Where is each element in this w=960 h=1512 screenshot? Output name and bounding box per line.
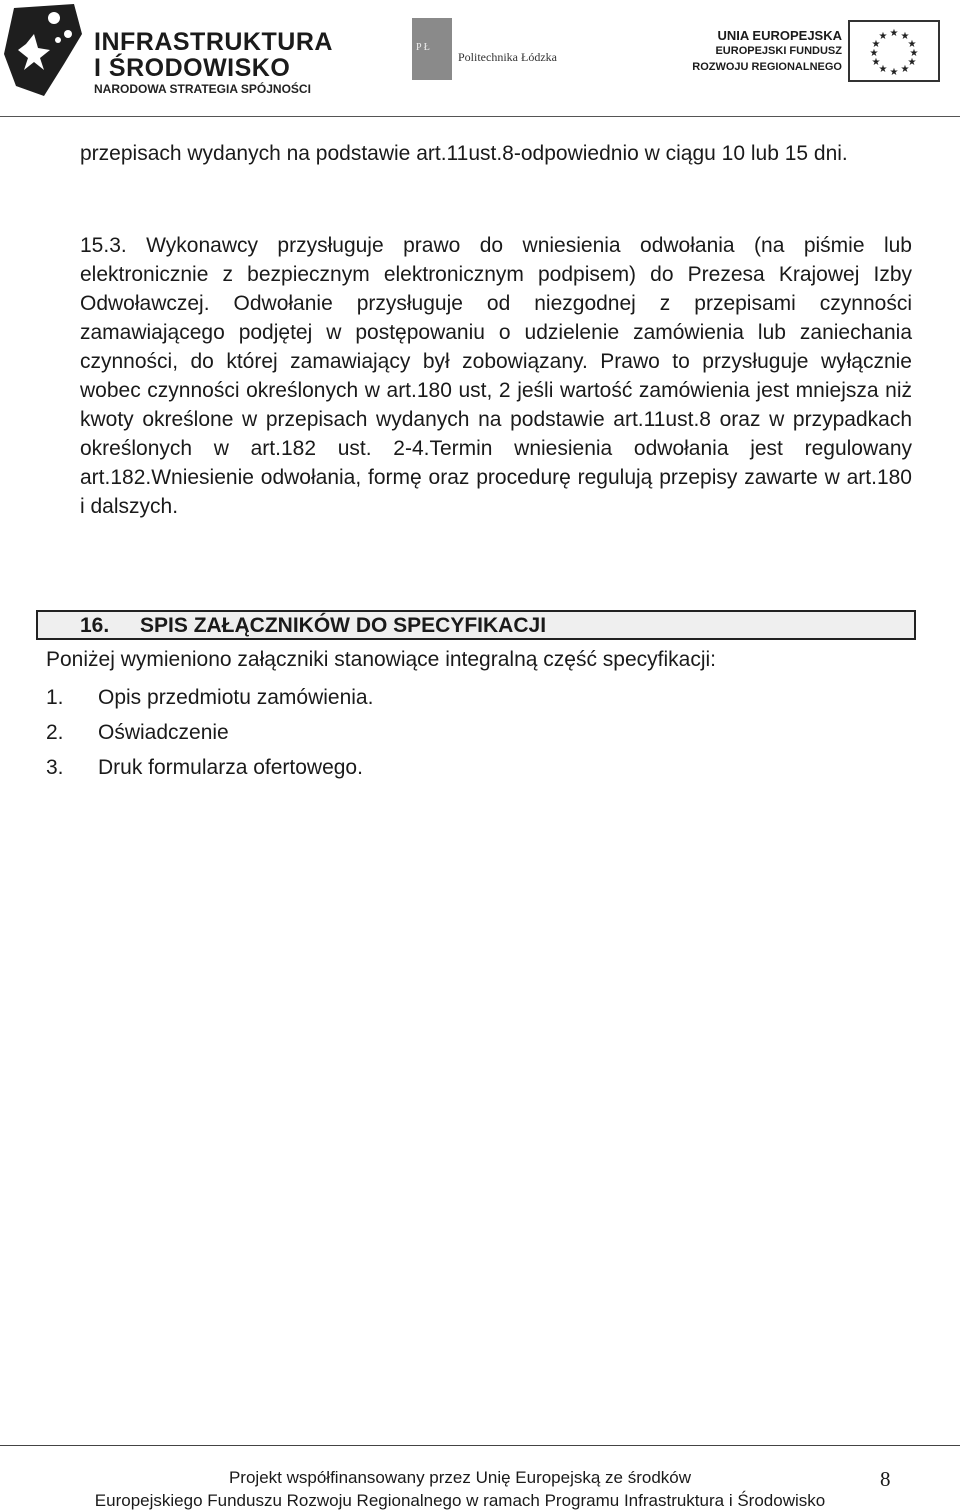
logo-title-line2: I ŚRODOWISKO (94, 54, 291, 82)
paragraph-15-3: 15.3. Wykonawcy przysługuje prawo do wniesienia odwołania (na piśmie lub elektronicznie z bezpiecznym elektronicznym podpisem) do Prezesa Krajowej Izby Odwoławczej. Odwołanie przysługuje od niezgodnej z przepisami czynności zamawiającego podjętej w postępowaniu o udzielenie zamówienia lub zaniechania czynności, do której zamawiający był zobowiązany. Prawo to przysługuje wyłącznie wobec czynności określonych w art.180 ust, 2 jeśli wartość zamówienia jest mniejsza niż kwoty określone w przepisach wydanych na podstawie art.11ust.8 oraz w przypadkach określonych w art.182 ust. 2-4.Termin wniesienia odwołania jest regulowany art.182.Wniesienie odwołania, formę oraz procedurę regulują przepisy zawarte w art.180 i dalszych. (80, 234, 912, 518)
section-title: SPIS ZAŁĄCZNIKÓW DO SPECYFIKACJI (140, 614, 547, 637)
logo-title-line1: INFRASTRUKTURA (94, 28, 333, 56)
list-item-number: 2. (46, 721, 64, 744)
star-graphic-icon (4, 4, 90, 100)
logo-subtitle: NARODOWA STRATEGIA SPÓJNOŚCI (94, 82, 311, 96)
list-item-text: Druk formularza ofertowego. (98, 756, 363, 779)
svg-text:★: ★ (878, 64, 888, 75)
attachments-intro: Poniżej wymieniono załączniki stanowiące integralną część specyfikacji: (46, 648, 716, 671)
header-divider (0, 116, 960, 117)
list-item-text: Oświadczenie (98, 721, 229, 744)
list-item-text: Opis przedmiotu zamówienia. (98, 686, 374, 709)
svg-text:★: ★ (869, 48, 879, 59)
footer-divider (0, 1445, 960, 1446)
page-header (0, 0, 960, 110)
page-number: 8 (880, 1467, 891, 1491)
footer-line2: Europejskiego Funduszu Rozwoju Regionalnego w ramach Programu Infrastruktura i Środowisko (94, 1491, 826, 1510)
svg-text:★: ★ (871, 57, 881, 68)
paragraph-continuation: przepisach wydanych na podstawie art.11ust.8-odpowiednio w ciągu 10 lub 15 dni. (80, 142, 848, 165)
list-item (46, 717, 846, 752)
university-crest-icon (412, 18, 452, 80)
svg-text:★: ★ (907, 57, 917, 68)
list-item-number: 3. (46, 756, 64, 779)
list-item (46, 682, 846, 717)
attachments-list (46, 682, 846, 787)
svg-text:★: ★ (909, 48, 919, 59)
list-item-number: 1. (46, 686, 64, 709)
list-item (46, 752, 846, 787)
svg-text:★: ★ (889, 28, 899, 39)
section-number: 16. (80, 614, 110, 637)
eu-fund-line: EUROPEJSKI FUNDUSZ (715, 45, 842, 57)
eu-title: UNIA EUROPEJSKA (717, 28, 842, 43)
university-name: Politechnika Łódzka (458, 50, 557, 64)
footer-line1: Projekt współfinansowany przez Unię Europejską ze środków (228, 1468, 692, 1487)
svg-text:★: ★ (907, 39, 917, 50)
eu-fund-logo (684, 18, 960, 88)
svg-text:★: ★ (900, 31, 910, 42)
svg-text:★: ★ (878, 31, 888, 42)
svg-text:★: ★ (871, 39, 881, 50)
page-footer (60, 1466, 860, 1512)
svg-text:★: ★ (889, 67, 899, 78)
infrastruktura-srodowisko-logo (4, 4, 333, 100)
crest-letters: P Ł (416, 42, 430, 53)
politechnika-lodzka-logo (412, 18, 582, 84)
section-heading-box (36, 610, 916, 640)
svg-text:★: ★ (900, 64, 910, 75)
eu-flag-icon (848, 20, 940, 82)
eu-fund-line2: ROZWOJU REGIONALNEGO (692, 61, 842, 73)
